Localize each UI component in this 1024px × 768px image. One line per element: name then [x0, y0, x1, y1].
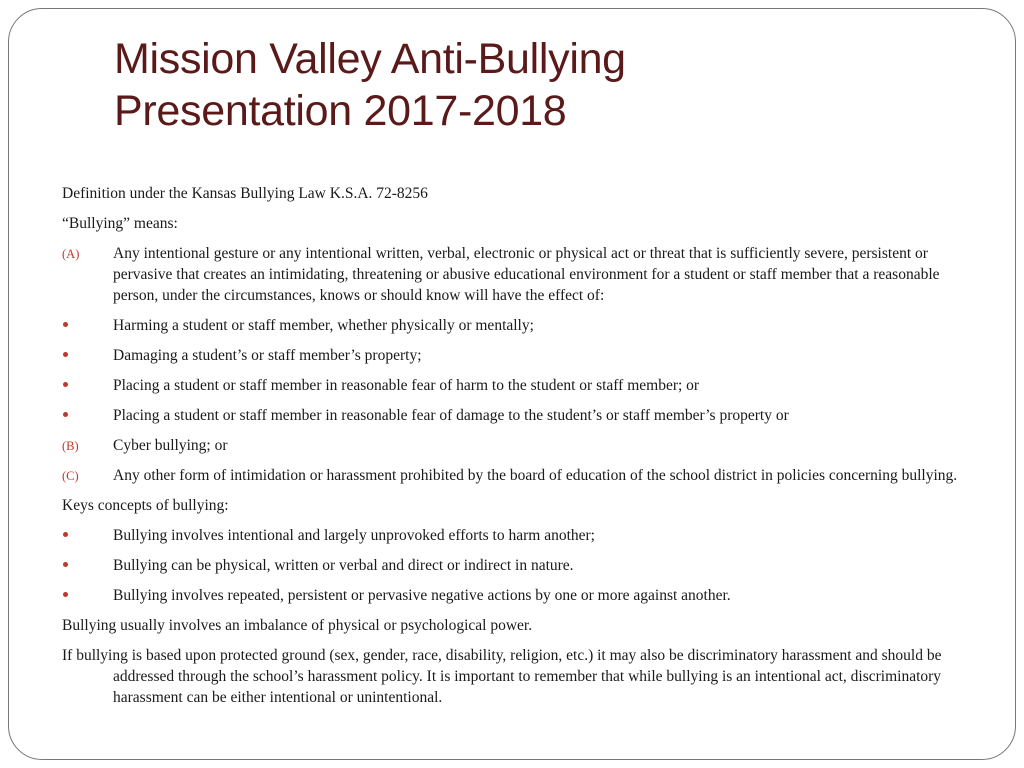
- bullet-item-effect-2: [62, 345, 977, 366]
- slide-body: [62, 183, 977, 717]
- list-item-c: [62, 465, 977, 486]
- bullet-item-effect-1: [62, 315, 977, 336]
- bullet-item-concept-1: [62, 525, 977, 546]
- key-concepts-heading: Keys concepts of bullying:: [62, 497, 229, 514]
- bullet-text: Bullying involves repeated, persistent or pervasive negative actions by one or more against another.: [113, 587, 731, 604]
- title-line-2: Presentation 2017-2018: [114, 87, 567, 135]
- bullet-item-concept-2: [62, 555, 977, 576]
- item-marker-b: (B): [62, 439, 79, 453]
- list-item-a: [62, 243, 977, 306]
- item-text-c: Any other form of intimidation or harassment prohibited by the board of education of the school district in policies concerning bullying.: [113, 467, 958, 484]
- protected-ground-text: If bullying is based upon protected ground (sex, gender, race, disability, religion, etc.) it may also be discriminatory harassment and should be addressed through the school’s harassment policy. It is important to remember that while bullying is an intentional act, discriminatory harassment can be either intentional or unintentional.: [62, 647, 942, 706]
- imbalance-text: Bullying usually involves an imbalance of physical or psychological power.: [62, 617, 533, 634]
- item-marker-a: (A): [62, 247, 80, 261]
- bullet-text: Placing a student or staff member in reasonable fear of damage to the student’s or staff member’s property or: [113, 407, 789, 424]
- item-marker-c: (C): [62, 469, 79, 483]
- bullying-means: “Bullying” means:: [62, 215, 178, 232]
- item-text-a: Any intentional gesture or any intentional written, verbal, electronic or physical act or threat that is sufficiently severe, persistent or pervasive that creates an intimidating, threatening or abusive educational environment for a student or staff member that a reasonable person, under the circumstances, knows or should know will have the effect of:: [113, 245, 940, 304]
- bullet-text: Harming a student or staff member, whether physically or mentally;: [113, 317, 534, 334]
- bullet-item-effect-3: [62, 375, 977, 396]
- definition-heading: Definition under the Kansas Bullying Law K.S.A. 72-8256: [62, 185, 428, 202]
- list-item-b: [62, 435, 977, 456]
- bullet-text: Bullying can be physical, written or verbal and direct or indirect in nature.: [113, 557, 574, 574]
- title-line-1: Mission Valley Anti-Bullying: [114, 35, 626, 83]
- bullet-text: Bullying involves intentional and largely unprovoked efforts to harm another;: [113, 527, 595, 544]
- item-text-b: Cyber bullying; or: [113, 437, 228, 454]
- bullet-item-effect-4: [62, 405, 977, 426]
- bullet-text: Placing a student or staff member in reasonable fear of harm to the student or staff member; or: [113, 377, 700, 394]
- bullet-text: Damaging a student’s or staff member’s property;: [113, 347, 422, 364]
- bullet-item-concept-3: [62, 585, 977, 606]
- slide-title: [114, 33, 914, 137]
